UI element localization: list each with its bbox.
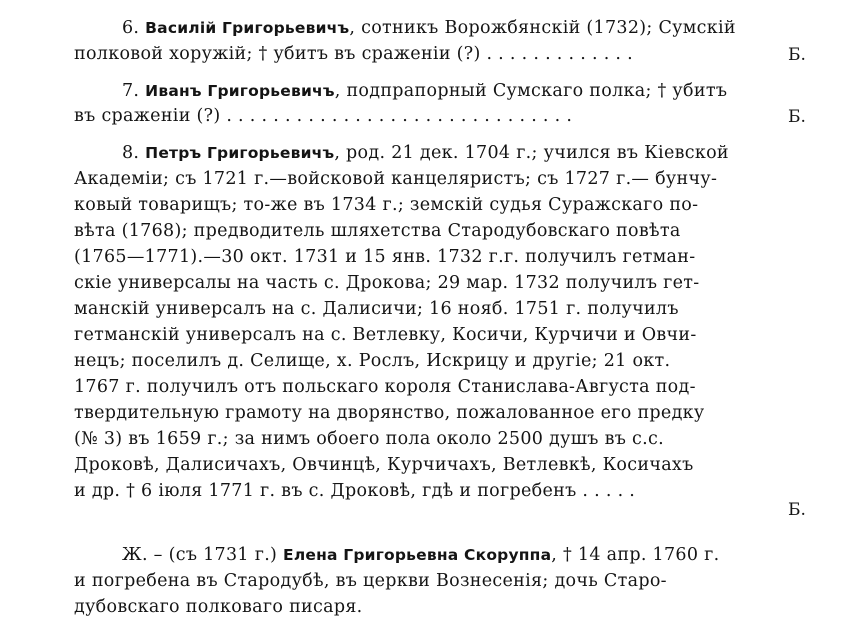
text-line: твердительную грамоту на дворянство, пожалованное его предку bbox=[74, 403, 705, 423]
text-line: скіе универсалы на часть с. Дрокова; 29 мар. 1732 получилъ гет- bbox=[74, 273, 700, 293]
entry-number: 6. bbox=[122, 18, 140, 38]
entry-7-text: 7. Иванъ Григорьевичъ, подпрапорный Сумскаго полка; † убитъ bbox=[122, 81, 728, 101]
entry-8-line-5 bbox=[0, 245, 864, 271]
text-line: (№ 3) въ 1659 г.; за нимъ обоего пола около 2500 душъ въ с.с. bbox=[74, 429, 664, 449]
entry-8-line-9 bbox=[0, 349, 864, 375]
wife-line-1 bbox=[0, 543, 864, 569]
entry-number: 8. bbox=[122, 143, 140, 163]
entry-6-line-2 bbox=[0, 42, 864, 68]
entry-6-line-1 bbox=[0, 16, 864, 42]
text-line: Дроковѣ, Далисичахъ, Овчинцѣ, Курчичахъ, Ветлевкѣ, Косичахъ bbox=[74, 455, 694, 475]
text-line: и др. † 6 іюля 1771 г. въ с. Дроковѣ, гдѣ и погребенъ . . . . . bbox=[74, 481, 636, 501]
entry-8-line-14 bbox=[0, 479, 864, 505]
person-name: Иванъ Григорьевичъ bbox=[145, 82, 335, 100]
text-line: ковый товарищъ; то-же въ 1734 г.; земскій судья Суражскаго по- bbox=[74, 195, 699, 215]
person-name: Петръ Григорьевичъ bbox=[145, 144, 335, 162]
entry-8-line-8 bbox=[0, 323, 864, 349]
entry-8-line-1 bbox=[0, 141, 864, 167]
entry-7-line-2 bbox=[0, 104, 864, 130]
entry-8-line-2 bbox=[0, 167, 864, 193]
text-line: 1767 г. получилъ отъ польскаго короля Станислава-Августа под- bbox=[74, 377, 696, 397]
entry-8-line-15 bbox=[0, 500, 864, 531]
wife-line-3 bbox=[0, 595, 864, 621]
text-line: вѣта (1768); предводитель шляхетства Стародубовскаго повѣта bbox=[74, 221, 681, 241]
entry-8-text: 8. Петръ Григорьевичъ, род. 21 дек. 1704 г.; учился въ Кіевской bbox=[122, 143, 729, 163]
wife-line-2 bbox=[0, 569, 864, 595]
text-line: полковой хоружій; † убитъ въ сраженіи (?) . . . . . . . . . . . . . bbox=[74, 44, 634, 64]
entry-8-line-6 bbox=[0, 271, 864, 297]
text-line: манскій универсалъ на с. Далисичи; 16 нояб. 1751 г. получилъ bbox=[74, 299, 679, 319]
marker-b: Б. bbox=[788, 107, 806, 127]
entry-8-line-13 bbox=[0, 453, 864, 479]
wife-prefix: Ж. – (съ 1731 г.) bbox=[122, 545, 284, 565]
marker-b: Б. bbox=[788, 45, 806, 65]
entry-8-line-12 bbox=[0, 427, 864, 453]
text-line: и погребена въ Стародубѣ, въ церкви Вознесенія; дочь Старо- bbox=[74, 571, 667, 591]
entry-8-line-4 bbox=[0, 219, 864, 245]
text-line: въ сраженіи (?) . . . . . . . . . . . . . . . . . . . . . . . . . . . . . . bbox=[74, 106, 573, 126]
wife-text: Ж. – (съ 1731 г.) Елена Григорьевна Скоруппа, † 14 апр. 1760 г. bbox=[122, 545, 720, 565]
text-line: гетманскій универсалъ на с. Ветлевку, Косичи, Курчичи и Овчи- bbox=[74, 325, 697, 345]
entry-8-line-7 bbox=[0, 297, 864, 323]
entry-number: 7. bbox=[122, 81, 140, 101]
entry-8-line-3 bbox=[0, 193, 864, 219]
text-line: Академіи; съ 1721 г.—войсковой канцеляристъ; съ 1727 г.— бунчу- bbox=[74, 169, 718, 189]
text-line: дубовскаго полковаго писаря. bbox=[74, 597, 363, 617]
text-line: (1765—1771).—30 окт. 1731 и 15 янв. 1732 г.г. получилъ гетман- bbox=[74, 247, 696, 267]
marker-b: Б. bbox=[788, 500, 806, 520]
person-name: Василій Григорьевичъ bbox=[145, 19, 350, 37]
entry-6-text: 6. Василій Григорьевичъ, сотникъ Ворожбянскій (1732); Сумскій bbox=[122, 18, 736, 38]
wife-name: Елена Григорьевна Скоруппа bbox=[283, 546, 552, 564]
text-line: нецъ; поселилъ д. Селище, х. Рослъ, Искрицу и другіе; 21 окт. bbox=[74, 351, 671, 371]
entry-7-line-1 bbox=[0, 79, 864, 105]
entry-8-line-11 bbox=[0, 401, 864, 427]
entry-8-line-10 bbox=[0, 375, 864, 401]
